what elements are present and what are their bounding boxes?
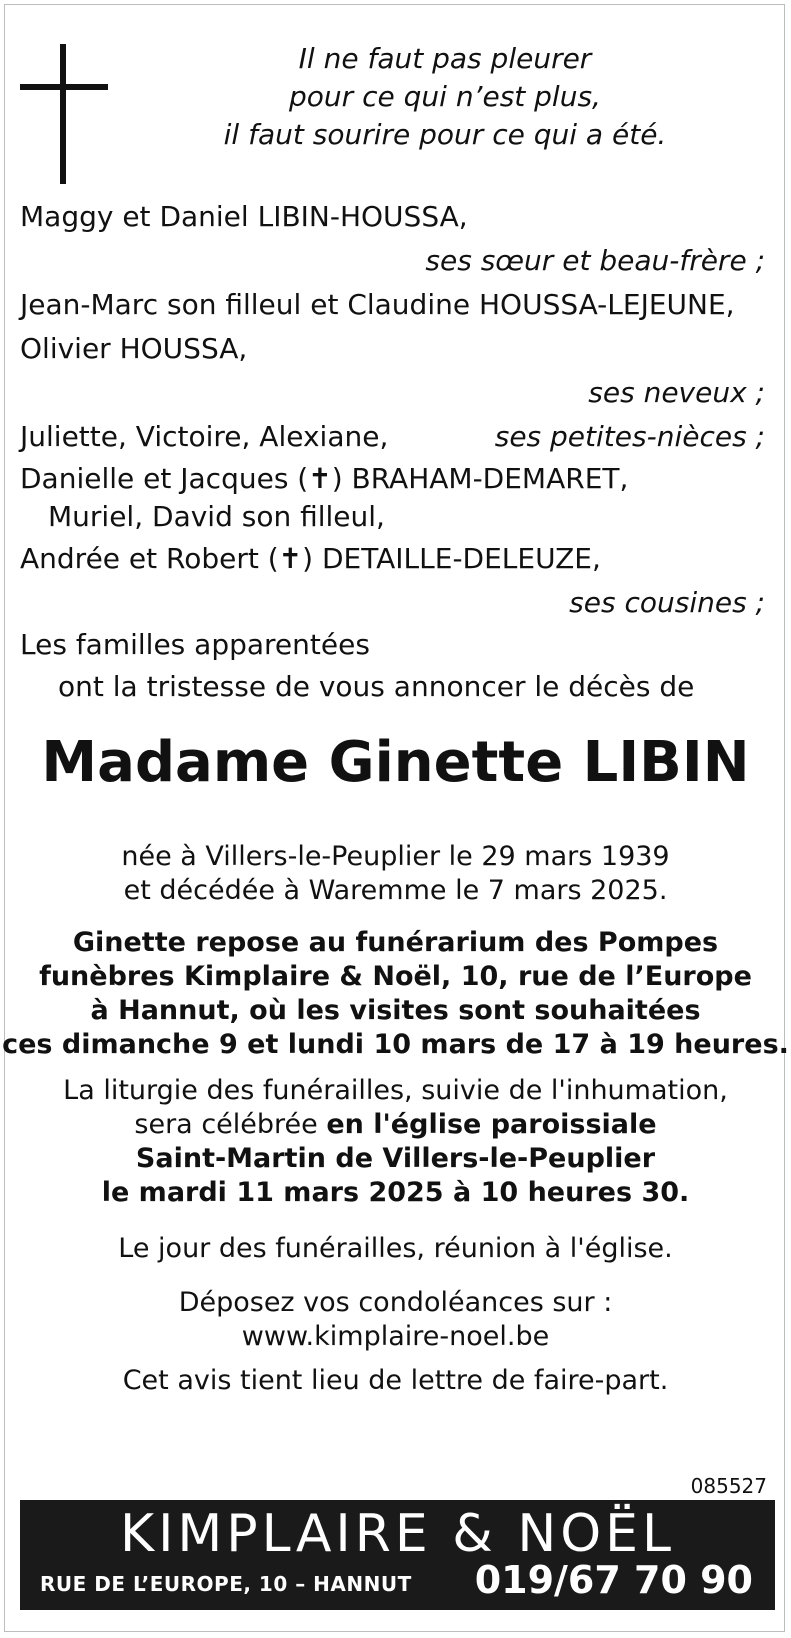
quote-line: Il ne faut pas pleurer <box>298 42 592 75</box>
visit-line: ces dimanche 9 et lundi 10 mars de 17 à 19 heures. <box>2 1029 789 1060</box>
relation-label: ses sœur et beau-frère ; <box>425 244 765 277</box>
relation-label: ses petites-nièces ; <box>494 420 765 453</box>
condolences-text: Déposez vos condoléances sur : <box>178 1287 613 1318</box>
liturgy-text: sera célébrée <box>134 1109 327 1140</box>
liturgy-line: La liturgie des funérailles, suivie de l'inhumation, <box>63 1075 728 1106</box>
family-line: Jean-Marc son filleul et Claudine HOUSSA-LEJEUNE, <box>20 288 735 321</box>
visit-line: funèbres Kimplaire & Noël, 10, rue de l’Europe <box>39 961 752 992</box>
quote-line: il faut sourire pour ce qui a été. <box>223 118 667 151</box>
notice-text: Cet avis tient lieu de lettre de faire-part. <box>122 1365 669 1396</box>
funeral-home-phone[interactable]: 019/67 70 90 <box>474 1558 753 1602</box>
quote-line: pour ce qui n’est plus, <box>289 80 601 113</box>
church-location: Saint-Martin de Villers-le-Peuplier <box>135 1143 656 1174</box>
funeral-home-logo: KIMPLAIRE & NOËL <box>120 1504 675 1564</box>
condolences-url[interactable]: www.kimplaire-noel.be <box>241 1321 550 1352</box>
cross-icon <box>20 44 108 184</box>
visit-line: Ginette repose au funérarium des Pompes <box>72 927 719 958</box>
reference-number: 085527 <box>690 1474 767 1498</box>
relation-label: ses neveux ; <box>588 376 765 409</box>
family-line: Muriel, David son filleul, <box>48 500 385 533</box>
relation-label: ses cousines ; <box>569 586 765 619</box>
death-info: et décédée à Waremme le 7 mars 2025. <box>123 875 668 906</box>
family-line: Maggy et Daniel LIBIN-HOUSSA, <box>20 200 468 233</box>
birth-info: née à Villers-le-Peuplier le 29 mars 1939 <box>121 841 670 872</box>
ceremony-datetime: le mardi 11 mars 2025 à 10 heures 30. <box>101 1177 690 1208</box>
family-line: Andrée et Robert (✝) DETAILLE-DELEUZE, <box>20 542 601 575</box>
liturgy-line <box>0 1108 791 1142</box>
church-name: en l'église paroissiale <box>326 1109 657 1140</box>
family-line: Olivier HOUSSA, <box>20 332 248 365</box>
announcement-line: ont la tristesse de vous annoncer le décès de <box>58 670 695 703</box>
funeral-home-banner <box>20 1500 775 1610</box>
deceased-name: Madame Ginette LIBIN <box>41 730 750 795</box>
reunion-info: Le jour des funérailles, réunion à l'église. <box>118 1233 673 1264</box>
family-line: Danielle et Jacques (✝) BRAHAM-DEMARET, <box>20 462 629 495</box>
family-line: Les familles apparentées <box>20 628 370 661</box>
funeral-home-address: RUE DE L’EUROPE, 10 – HANNUT <box>40 1572 412 1596</box>
visit-line: à Hannut, où les visites sont souhaitées <box>90 995 701 1026</box>
family-line: Juliette, Victoire, Alexiane, <box>20 420 389 453</box>
epitaph-quote <box>150 40 740 154</box>
